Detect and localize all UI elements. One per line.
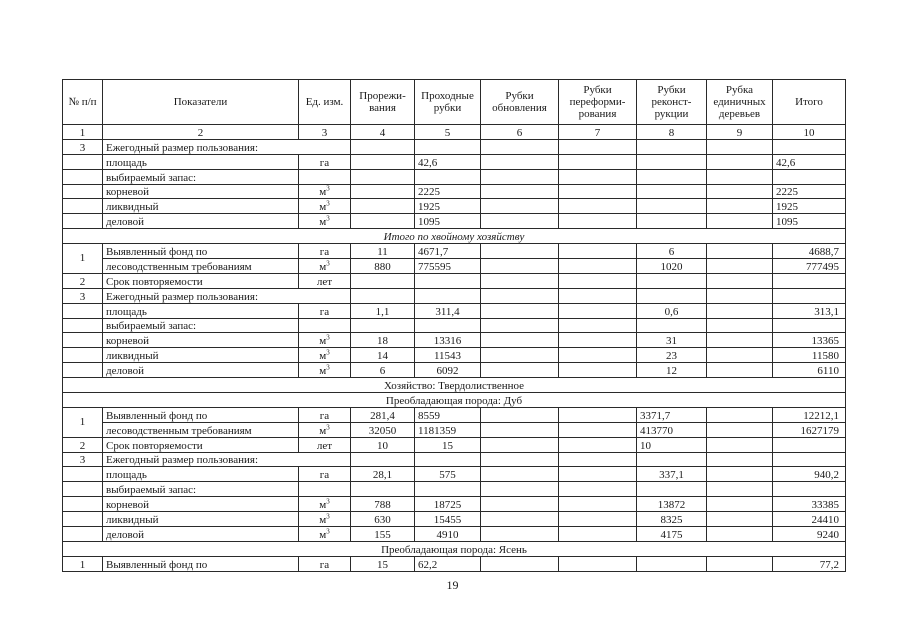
value-cell: 4175: [637, 527, 707, 542]
column-number: 8: [637, 125, 707, 140]
value-cell: 2225: [415, 184, 481, 199]
value-cell: 0,6: [637, 303, 707, 318]
value-cell: 32050: [351, 422, 415, 437]
value-cell: 15455: [415, 512, 481, 527]
value-cell: 413770: [637, 422, 707, 437]
value-cell: 31: [637, 333, 707, 348]
section-title-ash: Преобладающая порода: Ясень: [63, 541, 846, 556]
value-cell: 6: [637, 244, 707, 259]
column-number-row: [63, 125, 846, 140]
header-cell-thinning: Прорежи-вания: [351, 80, 415, 125]
table-row: [63, 303, 846, 318]
column-number: 4: [351, 125, 415, 140]
value-cell: 311,4: [415, 303, 481, 318]
row-label: деловой: [103, 214, 299, 229]
column-number: 1: [63, 125, 103, 140]
row-label: Срок повторяемости: [103, 273, 299, 288]
total-cell: 42,6: [773, 154, 846, 169]
total-cell: 940,2: [773, 467, 846, 482]
table-row: [63, 348, 846, 363]
header-cell-num: № п/п: [63, 80, 103, 125]
value-cell: 15: [415, 437, 481, 452]
value-cell: 1,1: [351, 303, 415, 318]
section-row: [63, 378, 846, 393]
row-label: корневой: [103, 184, 299, 199]
row-label: лесоводственным требованиям: [103, 422, 299, 437]
value-cell: 3371,7: [637, 407, 707, 422]
total-cell: 24410: [773, 512, 846, 527]
value-cell: 281,4: [351, 407, 415, 422]
value-cell: 28,1: [351, 467, 415, 482]
value-cell: 155: [351, 527, 415, 542]
unit-cell: $м^3$: [299, 512, 351, 527]
table-row: [63, 244, 846, 259]
row-number: 3: [63, 139, 103, 154]
row-label: деловой: [103, 363, 299, 378]
value-cell: 575: [415, 467, 481, 482]
table-row: [63, 556, 846, 571]
forest-use-table: [62, 79, 846, 572]
table-row: [63, 363, 846, 378]
page-number: 19: [446, 578, 459, 592]
table-row: [63, 452, 846, 467]
total-cell: 12212,1: [773, 407, 846, 422]
header-cell-reconstruction: Рубки реконст-рукции: [637, 80, 707, 125]
value-cell: 1925: [415, 199, 481, 214]
table-row: [63, 184, 846, 199]
row-label: Выявленный фонд по: [103, 556, 299, 571]
value-cell: 775595: [415, 259, 481, 274]
value-cell: 11: [351, 244, 415, 259]
header-cell-single-trees: Рубка единичных деревьев: [707, 80, 773, 125]
table-row: [63, 512, 846, 527]
row-label: корневой: [103, 497, 299, 512]
table-row: [63, 422, 846, 437]
total-cell: 13365: [773, 333, 846, 348]
row-number: 2: [63, 437, 103, 452]
row-label: Выявленный фонд по: [103, 407, 299, 422]
table-row: [63, 318, 846, 333]
table-row: [63, 437, 846, 452]
value-cell: 13316: [415, 333, 481, 348]
row-label: деловой: [103, 527, 299, 542]
header-cell-reforming: Рубки переформи-рования: [559, 80, 637, 125]
total-cell: 77,2: [773, 556, 846, 571]
column-number: 5: [415, 125, 481, 140]
total-cell: 777495: [773, 259, 846, 274]
section-row: [63, 229, 846, 244]
table-row: [63, 154, 846, 169]
row-label: корневой: [103, 333, 299, 348]
total-cell: 1095: [773, 214, 846, 229]
row-label: выбираемый запас:: [103, 169, 299, 184]
value-cell: 10: [637, 437, 707, 452]
table-row: [63, 273, 846, 288]
total-cell: 11580: [773, 348, 846, 363]
column-number: 9: [707, 125, 773, 140]
table-row: [63, 467, 846, 482]
unit-cell: $м^3$: [299, 259, 351, 274]
row-number: 1: [63, 244, 103, 274]
row-label: выбираемый запас:: [103, 482, 299, 497]
unit-cell: $м^3$: [299, 214, 351, 229]
value-cell: 18725: [415, 497, 481, 512]
value-cell: 1020: [637, 259, 707, 274]
column-number: 6: [481, 125, 559, 140]
value-cell: 23: [637, 348, 707, 363]
table-row: [63, 527, 846, 542]
unit-cell: $м^3$: [299, 199, 351, 214]
row-label: Выявленный фонд по: [103, 244, 299, 259]
table-row: [63, 333, 846, 348]
column-number: 10: [773, 125, 846, 140]
total-cell: 1627179: [773, 422, 846, 437]
table-row: [63, 214, 846, 229]
value-cell: 337,1: [637, 467, 707, 482]
table-row: [63, 288, 846, 303]
value-cell: 18: [351, 333, 415, 348]
section-title-hardwood: Хозяйство: Твердолиственное: [63, 378, 846, 393]
unit-cell: $м^3$: [299, 363, 351, 378]
column-number: 2: [103, 125, 299, 140]
value-cell: 880: [351, 259, 415, 274]
table-row: [63, 482, 846, 497]
unit-cell: га: [299, 303, 351, 318]
row-label: площадь: [103, 467, 299, 482]
unit-cell: $м^3$: [299, 497, 351, 512]
total-cell: 33385: [773, 497, 846, 512]
total-cell: 4688,7: [773, 244, 846, 259]
value-cell: 4671,7: [415, 244, 481, 259]
value-cell: 788: [351, 497, 415, 512]
total-cell: 2225: [773, 184, 846, 199]
unit-cell: лет: [299, 437, 351, 452]
table-row: [63, 407, 846, 422]
row-number: 1: [63, 407, 103, 437]
row-label: ликвидный: [103, 348, 299, 363]
value-cell: 4910: [415, 527, 481, 542]
total-cell: 9240: [773, 527, 846, 542]
value-cell: 8325: [637, 512, 707, 527]
unit-cell: га: [299, 467, 351, 482]
column-number: 3: [299, 125, 351, 140]
header-cell-total: Итого: [773, 80, 846, 125]
unit-cell: $м^3$: [299, 348, 351, 363]
value-cell: 42,6: [415, 154, 481, 169]
row-label: Ежегодный размер пользования:: [103, 452, 351, 467]
unit-cell: га: [299, 407, 351, 422]
row-number: 3: [63, 288, 103, 303]
row-label: лесоводственным требованиям: [103, 259, 299, 274]
unit-cell: лет: [299, 273, 351, 288]
row-number: 2: [63, 273, 103, 288]
unit-cell: га: [299, 154, 351, 169]
unit-cell: $м^3$: [299, 422, 351, 437]
section-row: [63, 393, 846, 408]
row-label: Ежегодный размер пользования:: [103, 288, 351, 303]
value-cell: 62,2: [415, 556, 481, 571]
total-cell: 313,1: [773, 303, 846, 318]
value-cell: 14: [351, 348, 415, 363]
row-label: ликвидный: [103, 199, 299, 214]
total-cell: 6110: [773, 363, 846, 378]
section-title-coniferous: Итого по хвойному хозяйству: [63, 229, 846, 244]
section-title-oak: Преобладающая порода: Дуб: [63, 393, 846, 408]
unit-cell: $м^3$: [299, 184, 351, 199]
value-cell: 12: [637, 363, 707, 378]
row-label: выбираемый запас:: [103, 318, 299, 333]
total-cell: 1925: [773, 199, 846, 214]
table-row: [63, 169, 846, 184]
value-cell: 11543: [415, 348, 481, 363]
table-row: [63, 199, 846, 214]
value-cell: 13872: [637, 497, 707, 512]
value-cell: 1095: [415, 214, 481, 229]
value-cell: 630: [351, 512, 415, 527]
unit-cell: га: [299, 244, 351, 259]
value-cell: 10: [351, 437, 415, 452]
row-label: площадь: [103, 303, 299, 318]
table-row: [63, 497, 846, 512]
row-label: Ежегодный размер пользования:: [103, 139, 351, 154]
header-cell-unit: Ед. изм.: [299, 80, 351, 125]
table-row: [63, 259, 846, 274]
header-cell-passing: Проходные рубки: [415, 80, 481, 125]
section-row: [63, 541, 846, 556]
header-cell-renewal: Рубки обновления: [481, 80, 559, 125]
row-label: Срок повторяемости: [103, 437, 299, 452]
value-cell: 1181359: [415, 422, 481, 437]
value-cell: 6: [351, 363, 415, 378]
unit-cell: $м^3$: [299, 527, 351, 542]
value-cell: 8559: [415, 407, 481, 422]
unit-cell: $м^3$: [299, 333, 351, 348]
value-cell: 6092: [415, 363, 481, 378]
unit-cell: га: [299, 556, 351, 571]
header-cell-indicator: Показатели: [103, 80, 299, 125]
column-number: 7: [559, 125, 637, 140]
row-label: ликвидный: [103, 512, 299, 527]
table-header-row: [63, 80, 846, 125]
row-number: 3: [63, 452, 103, 467]
row-number: 1: [63, 556, 103, 571]
row-label: площадь: [103, 154, 299, 169]
value-cell: 15: [351, 556, 415, 571]
table-row: [63, 139, 846, 154]
